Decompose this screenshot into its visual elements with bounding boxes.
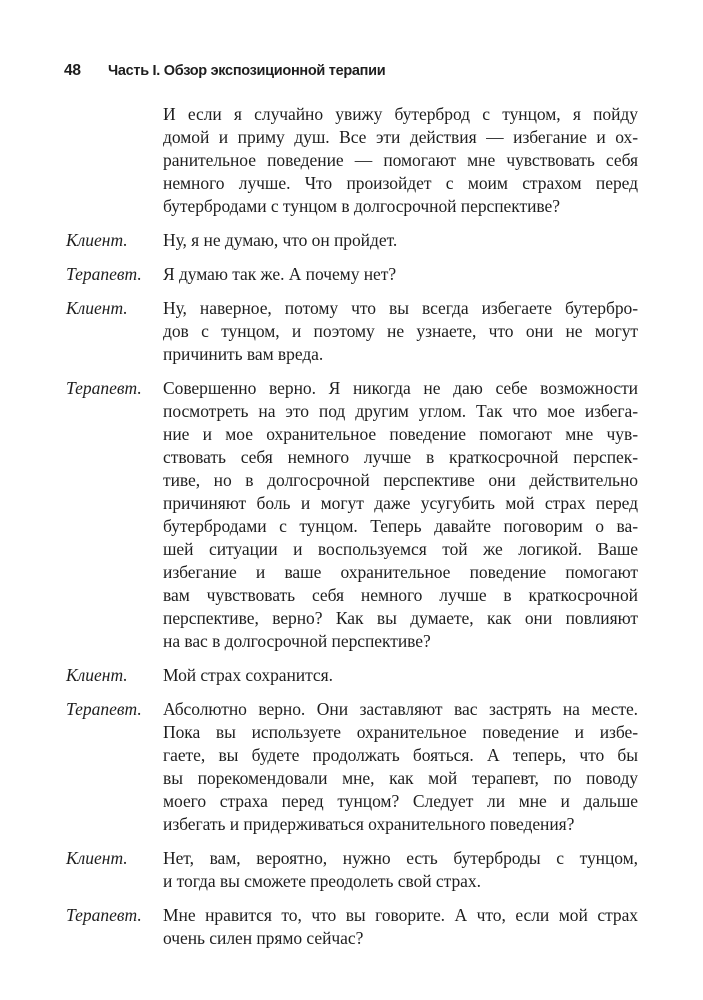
dialogue-turn xyxy=(0,297,703,366)
text-line: Ну, я не думаю, что он пройдет. xyxy=(163,230,398,250)
dialogue-turn xyxy=(0,847,703,893)
speaker-label: Терапевт. xyxy=(66,905,142,925)
text-line: дов с тунцом, и поэтому не узнаете, что они не могут xyxy=(163,321,638,341)
text-line: Я думаю так же. А почему нет? xyxy=(163,264,397,284)
dialogue-turn xyxy=(0,103,703,218)
turn-text xyxy=(163,904,638,950)
speaker-label: Клиент. xyxy=(66,298,128,318)
turn-gap xyxy=(0,893,703,904)
turn-gap xyxy=(0,366,703,377)
turn-gap xyxy=(0,687,703,698)
part-title: Часть I. Обзор экспозиционной терапии xyxy=(108,63,386,79)
turn-text xyxy=(163,229,638,252)
turn-text xyxy=(163,698,638,836)
turn-text xyxy=(163,847,638,893)
turn-gap xyxy=(0,653,703,664)
text-line: избегать и придерживаться охранительного поведения? xyxy=(163,814,575,834)
turn-gap xyxy=(0,286,703,297)
dialogue-turn xyxy=(0,664,703,687)
dialogue-turn xyxy=(0,229,703,252)
text-line: ранительное поведение — помогают мне чувствовать себя xyxy=(163,150,638,170)
text-line: И если я случайно увижу бутерброд с тунцом, я пойду xyxy=(163,104,638,124)
text-line: ствовать себя немного лучше в краткосрочной перспек- xyxy=(163,447,638,467)
dialogue xyxy=(0,103,703,950)
speaker-label: Клиент. xyxy=(66,230,128,250)
turn-text xyxy=(163,664,638,687)
turn-gap xyxy=(0,252,703,263)
dialogue-turn xyxy=(0,377,703,653)
running-head xyxy=(64,62,385,80)
text-line: посмотреть на это под другим углом. Так что мое избега- xyxy=(163,401,638,421)
text-line: домой и приму душ. Все эти действия — избегание и ох- xyxy=(163,127,638,147)
text-line: Мне нравится то, что вы говорите. А что, если мой страх xyxy=(163,905,638,925)
text-line: бутербродами с тунцом. Теперь давайте поговорим о ва- xyxy=(163,516,638,536)
speaker-label: Клиент. xyxy=(66,848,128,868)
turn-text xyxy=(163,297,638,366)
text-line: Совершенно верно. Я никогда не даю себе возможности xyxy=(163,378,638,398)
text-line: избегание и ваше охранительное поведение помогают xyxy=(163,562,638,582)
turn-text xyxy=(163,103,638,218)
text-line: перспективе, верно? Как вы думаете, как они повлияют xyxy=(163,608,638,628)
text-line: Пока вы используете охранительное поведение и избе- xyxy=(163,722,638,742)
text-line: на вас в долгосрочной перспективе? xyxy=(163,631,431,651)
text-line: и тогда вы сможете преодолеть свой страх. xyxy=(163,871,481,891)
dialogue-turn xyxy=(0,698,703,836)
text-line: Нет, вам, вероятно, нужно есть бутерброды с тунцом, xyxy=(163,848,638,868)
text-line: гаете, вы будете продолжать бояться. А теперь, что бы xyxy=(163,745,638,765)
text-line: шей ситуации и воспользуемся той же логикой. Ваше xyxy=(163,539,638,559)
speaker-label: Терапевт. xyxy=(66,699,142,719)
text-line: Абсолютно верно. Они заставляют вас застрять на месте. xyxy=(163,699,638,719)
turn-gap xyxy=(0,836,703,847)
text-line: Мой страх сохранится. xyxy=(163,665,333,685)
text-line: ние и мое охранительное поведение помогают мне чув- xyxy=(163,424,638,444)
speaker-label: Терапевт. xyxy=(66,264,142,284)
text-line: бутербродами с тунцом в долгосрочной перспективе? xyxy=(163,196,560,216)
text-line: вы порекомендовали мне, как мой терапевт, по поводу xyxy=(163,768,638,788)
text-line: очень силен прямо сейчас? xyxy=(163,928,364,948)
speaker-label: Клиент. xyxy=(66,665,128,685)
dialogue-turn xyxy=(0,904,703,950)
turn-gap xyxy=(0,218,703,229)
speaker-label: Терапевт. xyxy=(66,378,142,398)
text-line: причинить вам вреда. xyxy=(163,344,324,364)
text-line: моего страха перед тунцом? Следует ли мне и дальше xyxy=(163,791,638,811)
text-line: причиняют боль и могут даже усугубить мой страх перед xyxy=(163,493,638,513)
page-number: 48 xyxy=(64,62,81,79)
text-line: вам чувствовать себя немного лучше в краткосрочной xyxy=(163,585,638,605)
dialogue-turn xyxy=(0,263,703,286)
text-line: тиве, но в долгосрочной перспективе они действительно xyxy=(163,470,638,490)
text-line: немного лучше. Что произойдет с моим страхом перед xyxy=(163,173,638,193)
turn-text xyxy=(163,377,638,653)
turn-text xyxy=(163,263,638,286)
text-line: Ну, наверное, потому что вы всегда избегаете бутербро- xyxy=(163,298,638,318)
